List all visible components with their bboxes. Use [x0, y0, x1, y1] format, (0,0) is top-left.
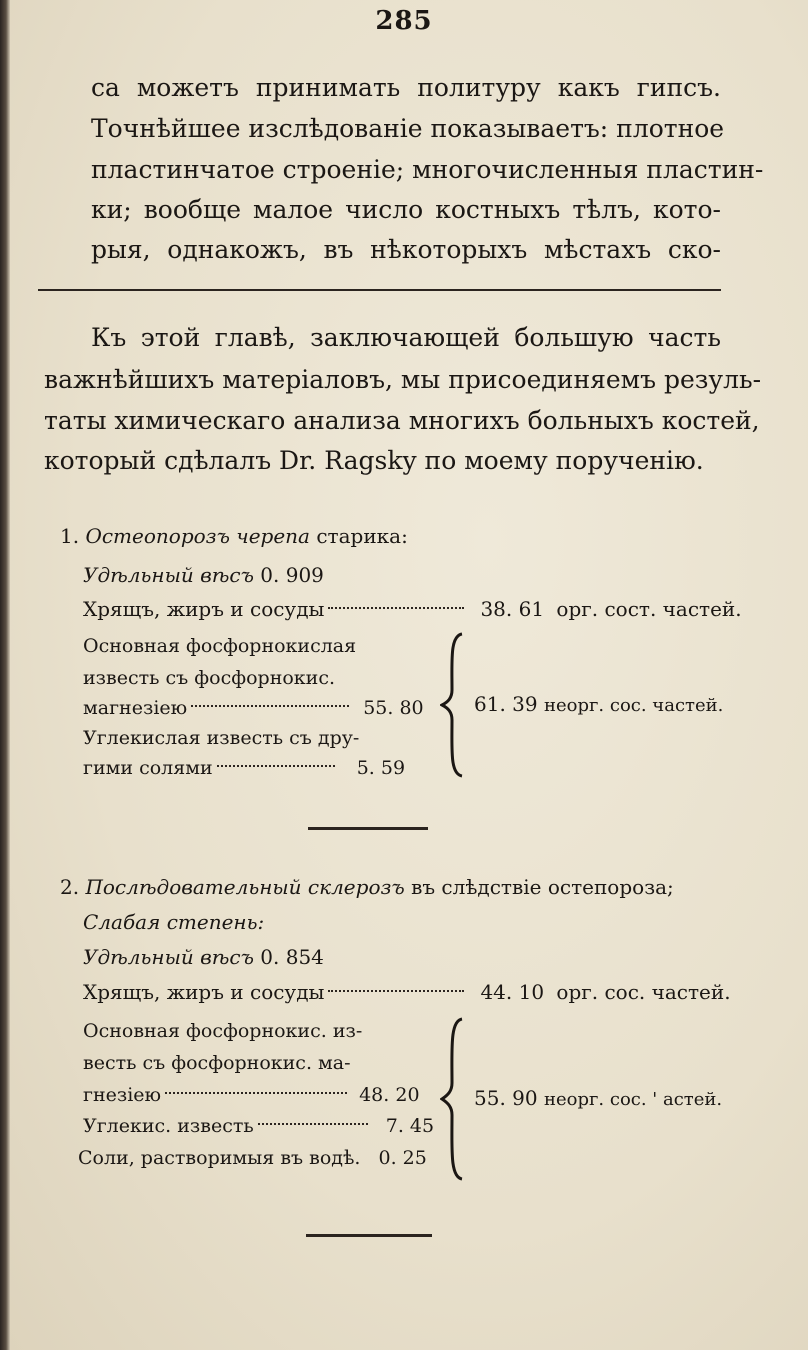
page-number: 285 [375, 6, 433, 36]
analysis-1-heading: 1. Остеопорозъ черепа старика: [60, 524, 408, 548]
inorganic-total: 55. 90 неорг. сос. ' астей. [474, 1086, 723, 1110]
carbonate-line: гими солями 5. 59 [83, 757, 406, 779]
text-line: таты химическаго анализа многихъ больныхъ костей, [44, 406, 760, 435]
salts-line: Соли, растворимыя въ водѣ. 0. 25 [78, 1147, 427, 1169]
degree-label: Слабая степень: [83, 910, 265, 934]
carbonate-line: Углекислая известь съ дру- [83, 727, 360, 749]
text-line: который сдѣлалъ Dr. Ragsky по моему порученію. [44, 446, 704, 475]
cartilage-row: Хрящъ, жиръ и сосуды 38. 61 орг. сост. частей. [83, 597, 742, 621]
phosphate-line: Основная фосфорнокис. из- [83, 1020, 363, 1042]
specific-gravity: Удѣльный вѣсъ 0. 909 [83, 563, 324, 587]
text-line: пластинчатое строеніе; многочисленныя пластин- [91, 155, 764, 184]
text-line: рыя, однакожъ, въ нѣкоторыхъ мѣстахъ ско- [91, 235, 721, 264]
curly-brace [440, 630, 466, 780]
phosphate-line: гнезіею 48. 20 [83, 1084, 420, 1106]
text-line: важнѣйшихъ матеріаловъ, мы присоединяемъ резуль- [44, 365, 762, 394]
text-line: са можетъ принимать политуру какъ гипсъ. [91, 73, 721, 102]
text-line: Къ этой главѣ, заключающей большую часть [91, 323, 721, 352]
analysis-2-heading: 2. Послѣдовательный склерозъ въ слѣдствіе остепороза; [60, 875, 674, 899]
cartilage-row: Хрящъ, жиръ и сосуды 44. 10 орг. сос. частей. [83, 980, 731, 1004]
text-line: ки; вообще малое число костныхъ тѣлъ, кото- [91, 195, 721, 224]
section-divider [306, 1234, 432, 1237]
inorganic-total: 61. 39 неорг. сос. частей. [474, 692, 724, 716]
curly-brace [440, 1015, 466, 1183]
phosphate-line: весть съ фосфорнокис. ма- [83, 1052, 351, 1074]
phosphate-line: магнезіею 55. 80 [83, 697, 424, 719]
phosphate-line: известь съ фосфорнокис. [83, 667, 336, 689]
phosphate-line: Основная фосфорнокислая [83, 635, 357, 657]
specific-gravity: Удѣльный вѣсъ 0. 854 [83, 945, 324, 969]
footnote-divider [38, 289, 721, 291]
carbonate-line: Углекис. известь 7. 45 [83, 1115, 435, 1137]
section-divider [308, 827, 428, 830]
page-gutter [0, 0, 10, 1350]
text-line: Точнѣйшее изслѣдованіе показываетъ: плотное [91, 114, 725, 143]
